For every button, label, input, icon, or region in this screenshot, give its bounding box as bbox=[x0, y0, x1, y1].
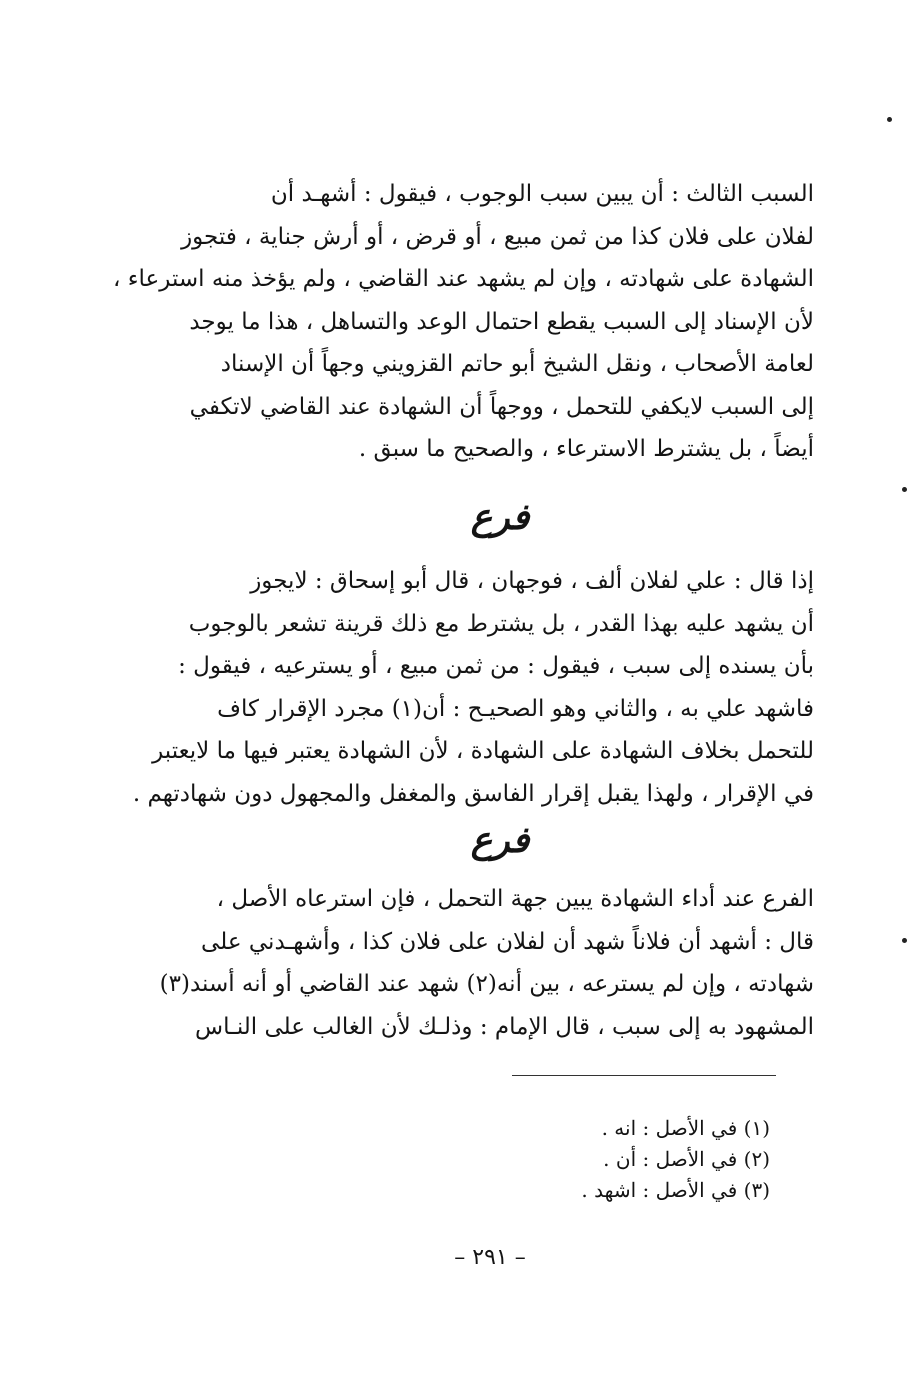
scan-speck bbox=[887, 117, 892, 122]
text-line: إذا قال : علي لفلان ألف ، فوجهان ، قال أبو إسحاق : لايجوز bbox=[250, 568, 814, 594]
footnote-separator bbox=[512, 1075, 776, 1076]
footnote-item: (١) في الأصل : انه . bbox=[601, 1116, 770, 1140]
page-number: – ٢٩١ – bbox=[454, 1245, 526, 1270]
footnote-item: (٢) في الأصل : أن . bbox=[603, 1147, 770, 1171]
text-line: إلى السبب لايكفي للتحمل ، ووجهاً أن الشهادة عند القاضي لاتكفي bbox=[189, 393, 814, 420]
scan-speck bbox=[902, 938, 907, 943]
text-line: لأن الإسناد إلى السبب يقطع احتمال الوعد والتساهل ، هذا ما يوجد bbox=[189, 308, 814, 335]
paragraph-branch-1 bbox=[132, 560, 814, 815]
text-line: فاشهد علي به ، والثاني وهو الصحيـح : أن(١) مجرد الإقرار كاف bbox=[217, 695, 814, 722]
section-heading: فرع bbox=[470, 496, 530, 538]
text-line: المشهود به إلى سبب ، قال الإمام : وذلـك لأن الغالب على النـاس bbox=[195, 1013, 814, 1040]
footnotes bbox=[480, 1113, 770, 1206]
text-line: السبب الثالث : أن يبين سبب الوجوب ، فيقول : أشهـد أن bbox=[270, 181, 814, 207]
text-line: أيضاً ، بل يشترط الاسترعاء ، والصحيح ما سبق . bbox=[358, 436, 814, 462]
text-line: الفرع عند أداء الشهادة يبين جهة التحمل ، فإن استرعاه الأصل ، bbox=[216, 886, 814, 912]
section-heading: فرع bbox=[470, 819, 530, 861]
text-line: الشهادة على شهادته ، وإن لم يشهد عند القاضي ، ولم يؤخذ منه استرعاء ، bbox=[112, 266, 814, 292]
text-line: لعامة الأصحاب ، ونقل الشيخ أبو حاتم القزويني وجهاً أن الإسناد bbox=[220, 351, 814, 377]
footnote-item: (٣) في الأصل : اشهد . bbox=[581, 1178, 770, 1202]
text-line: في الإقرار ، ولهذا يقبل إقرار الفاسق والمغفل والمجهول دون شهادتهم . bbox=[132, 780, 814, 807]
text-line: بأن يسنده إلى سبب ، فيقول : من ثمن مبيع ، أو يسترعيه ، فيقول : bbox=[178, 653, 814, 679]
paragraph-branch-2 bbox=[159, 878, 814, 1048]
text-line: شهادته ، وإن لم يسترعه ، بين أنه(٢) شهد عند القاضي أو أنه أسند(٣) bbox=[159, 971, 814, 997]
text-line: للتحمل بخلاف الشهادة على الشهادة ، لأن الشهادة يعتبر فيها ما لايعتبر bbox=[152, 738, 814, 764]
text-line: لفلان على فلان كذا من ثمن مبيع ، أو قرض ، أو أرش جناية ، فتجوز bbox=[181, 223, 814, 250]
text-line: قال : أشهد أن فلاناً شهد أن لفلان على فلان كذا ، وأشهـدني على bbox=[201, 928, 814, 955]
paragraph-cause bbox=[112, 173, 814, 471]
scan-speck bbox=[902, 487, 907, 492]
text-line: أن يشهد عليه بهذا القدر ، بل يشترط مع ذلك قرينة تشعر بالوجوب bbox=[188, 610, 814, 637]
